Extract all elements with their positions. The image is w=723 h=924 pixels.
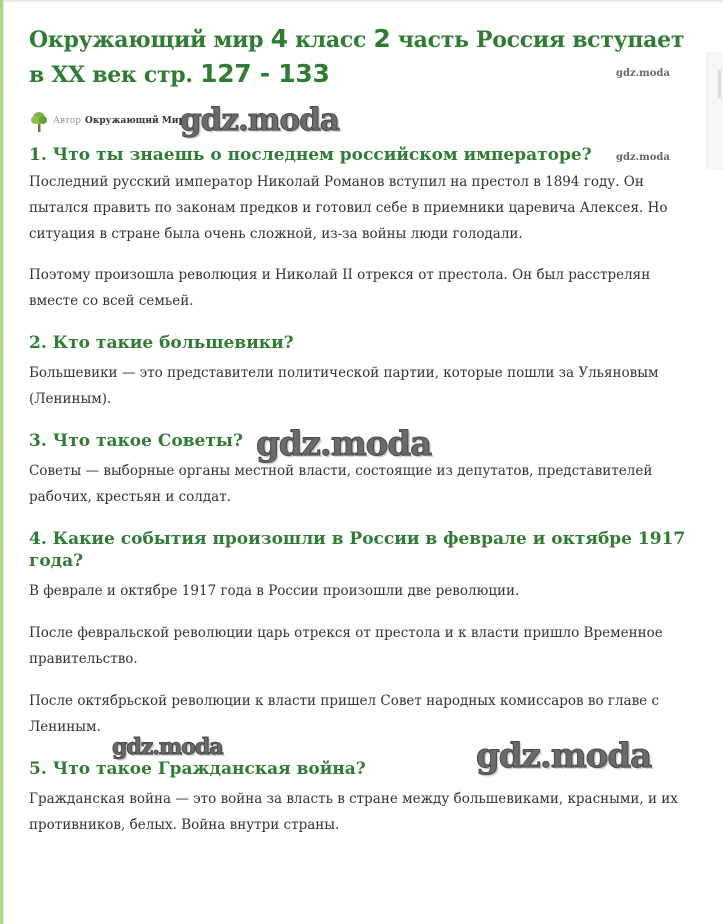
title-text-3: часть Россия вступает в XX век стр.	[29, 27, 685, 88]
title-text-1: Окружающий мир	[29, 27, 271, 53]
tree-icon	[29, 110, 49, 132]
top-divider	[0, 0, 723, 2]
title-text-2: класс	[287, 27, 374, 53]
author-meta	[29, 106, 689, 136]
title-page-range: 127 - 133	[200, 59, 330, 88]
section-1	[29, 144, 689, 314]
author-link[interactable]: Окружающий Мир	[85, 116, 185, 126]
section-heading: 5. Что такое Гражданская война?	[29, 759, 366, 779]
watermark-medium: gdz.moda	[112, 734, 223, 760]
watermark-small: gdz.moda	[616, 68, 670, 79]
title-grade-number: 4	[270, 24, 288, 53]
section-heading: 3. Что такое Советы?	[29, 431, 243, 451]
section-paragraph: После февральской революции царь отрекся от престола и к власти пришло Временное правительство.	[29, 625, 663, 667]
section-2	[29, 332, 689, 412]
watermark-small: gdz.moda	[616, 152, 670, 163]
section-heading: 1. Что ты знаешь о последнем российском императоре?	[29, 145, 592, 165]
left-accent-border-inner	[3, 0, 4, 924]
section-4	[29, 528, 689, 740]
section-heading: 2. Кто такие большевики?	[29, 333, 294, 353]
section-paragraph: Большевики — это представители политической партии, которые пошли за Ульяновым (Лениным).	[29, 365, 659, 407]
title-part-number: 2	[373, 24, 391, 53]
section-heading: 4. Какие события произошли в России в феврале и октябре 1917 года?	[29, 529, 686, 571]
watermark-large: gdz.moda	[180, 102, 339, 138]
section-paragraph: Поэтому произошла революция и Николай II отрекся от престола. Он был расстрелян вместе со всей семьей.	[29, 267, 651, 309]
section-paragraph: После октябрьской революции к власти пришел Совет народных комиссаров во главе с Лениным.	[29, 693, 660, 735]
page-title	[29, 22, 689, 92]
author-label: Автор	[53, 116, 82, 126]
section-paragraph: В феврале и октябре 1917 года в России произошли две революции.	[29, 583, 520, 599]
section-paragraph: Последний русский император Николай Романов вступил на престол в 1894 году. Он пытался править по законам предков и готовил себе в приемники царевича Алексея. Но ситуация в стране была очень сложной, из-за войны люди голодали.	[29, 174, 668, 242]
right-side-panel-bar	[718, 70, 721, 98]
watermark-large: gdz.moda	[256, 424, 432, 464]
watermark-large: gdz.moda	[476, 736, 652, 776]
section-paragraph: Гражданская война — это война за власть в стране между большевиками, красными, и их противников, белых. Война внутри страны.	[29, 791, 678, 833]
section-paragraph: Советы — выборные органы местной власти, состоящие из депутатов, представителей рабочих, крестьян и солдат.	[29, 463, 653, 505]
